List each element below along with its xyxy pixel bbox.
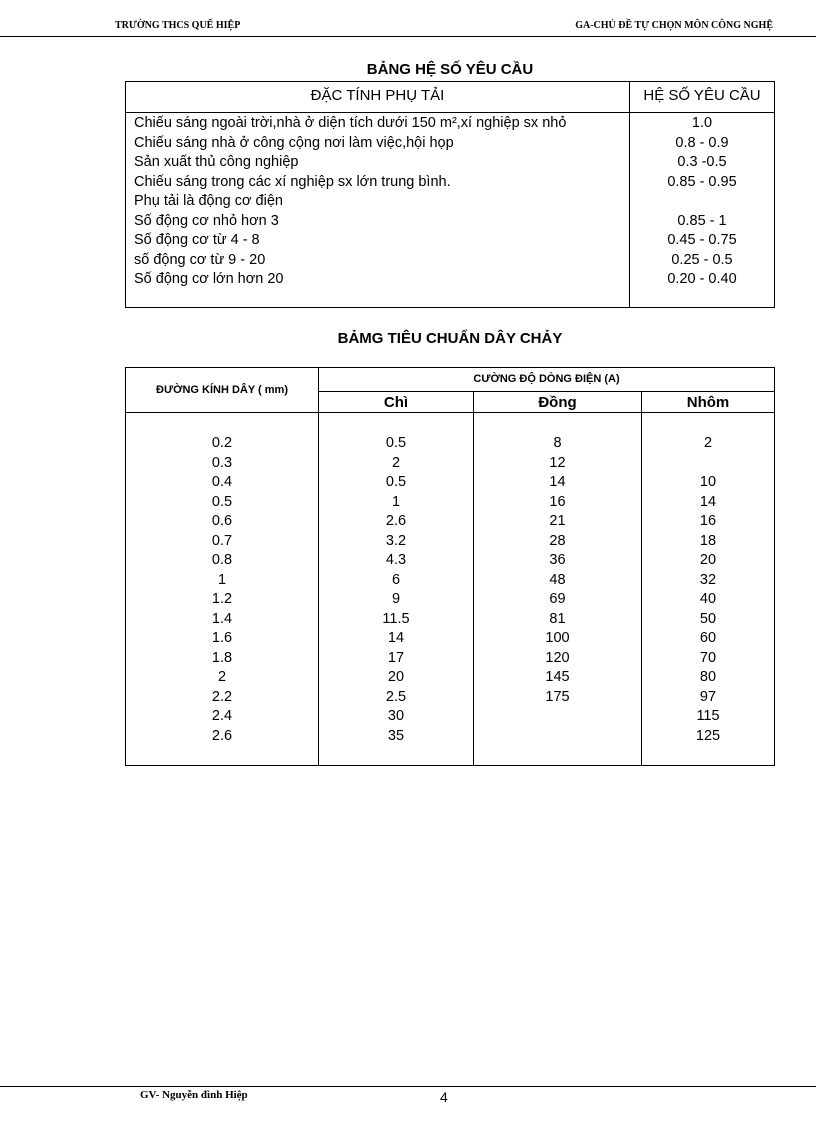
chi-cell: 2.5 [385, 688, 407, 705]
table1-header-divider [126, 112, 774, 113]
table2-subheader-chi: Chì [383, 394, 409, 411]
table1-row [126, 153, 774, 173]
diameter-cell: 0.3 [211, 454, 233, 471]
chi-cell: 14 [387, 630, 405, 646]
chi-cell: 2 [391, 454, 401, 471]
demand-factor-value: 0.45 - 0.75 [667, 232, 737, 248]
load-characteristic: Chiếu sáng trong các xí nghiệp sx lớn trung bình. [134, 173, 451, 190]
diameter-cell: 0.8 [211, 552, 233, 568]
dong-cell: 14 [549, 474, 566, 490]
diameter-cell: 2 [217, 669, 227, 685]
table1-row [126, 231, 774, 251]
demand-factor-value: 0.85 - 1 [677, 212, 727, 229]
demand-factor-value: 1.0 [691, 115, 713, 131]
table1-row [126, 114, 774, 134]
table2-column-nhom [642, 434, 774, 746]
table2-header-current: CƯỜNG ĐỘ DÒNG ĐIỆN (A) [473, 373, 620, 385]
table2-subheader-dong: Đồng [538, 394, 577, 411]
diameter-cell: 1 [217, 571, 227, 588]
load-characteristic: Số động cơ từ 4 - 8 [134, 232, 260, 248]
dong-cell: 16 [549, 493, 566, 510]
nhom-cell: 97 [699, 688, 717, 705]
table1-row [126, 270, 774, 290]
header-divider [0, 36, 816, 37]
nhom-cell: 60 [699, 630, 717, 646]
nhom-cell: 10 [699, 474, 717, 490]
chi-cell: 0.5 [385, 435, 407, 451]
table1-row [126, 173, 774, 193]
table1-row [126, 192, 774, 212]
chi-cell: 6 [391, 571, 401, 588]
footer-divider [0, 1086, 816, 1087]
diameter-cell: 0.4 [211, 474, 233, 490]
load-characteristic: Phụ tải là động cơ điện [134, 193, 283, 209]
chi-cell: 20 [387, 669, 405, 685]
nhom-cell: 2 [703, 435, 713, 451]
table2-header-divider [126, 412, 774, 413]
table2-column-chi [319, 434, 473, 746]
nhom-cell: 50 [699, 610, 717, 627]
diameter-cell: 1.8 [211, 649, 233, 666]
table2-column-diameter [126, 434, 318, 746]
table1-row [126, 134, 774, 154]
chi-cell: 2.6 [385, 513, 407, 529]
diameter-cell: 2.6 [211, 727, 233, 744]
dong-cell: 48 [549, 571, 566, 588]
page-number: 4 [440, 1089, 448, 1105]
footer-teacher: GV- Nguyễn đình Hiệp [140, 1089, 248, 1101]
table1-body [126, 114, 774, 290]
chi-cell: 3.2 [385, 532, 407, 549]
table1-row [126, 212, 774, 232]
diameter-cell: 1.2 [211, 591, 233, 607]
table2-subheader-divider [318, 391, 774, 392]
demand-factor-value: 0.25 - 0.5 [671, 251, 733, 268]
table2-column-dong [474, 434, 641, 746]
chi-cell: 4.3 [385, 552, 407, 568]
table2-header-diameter: ĐƯỜNG KÍNH DÂY ( mm) [156, 384, 288, 396]
nhom-cell: 70 [699, 649, 717, 666]
dong-cell: 175 [545, 688, 570, 705]
nhom-cell: 14 [699, 493, 717, 510]
load-characteristic: Số động cơ nhỏ hơn 3 [134, 212, 279, 229]
dong-cell [474, 707, 641, 727]
table2-title: BẢMG TIÊU CHUẨN DÂY CHẢY [337, 330, 563, 347]
dong-cell: 36 [549, 552, 566, 568]
load-characteristic: số động cơ từ 9 - 20 [134, 251, 266, 268]
diameter-cell: 1.4 [211, 610, 233, 627]
nhom-cell: 32 [699, 571, 717, 588]
nhom-cell: 115 [696, 708, 720, 724]
dong-cell: 81 [549, 610, 566, 627]
chi-cell: 35 [387, 727, 405, 744]
load-characteristic: Sản xuất thủ công nghiệp [134, 154, 299, 170]
dong-cell: 120 [545, 649, 570, 666]
table1-row [126, 251, 774, 271]
dong-cell: 100 [545, 630, 570, 646]
chi-cell: 17 [387, 649, 405, 666]
nhom-cell: 80 [699, 669, 717, 685]
demand-factor-table [125, 81, 775, 308]
table1-header-factor: HỆ SỐ YÊU CẦU [643, 87, 761, 104]
diameter-cell: 0.5 [211, 493, 233, 510]
chi-cell: 9 [391, 591, 401, 607]
dong-cell: 28 [549, 532, 566, 549]
chi-cell: 1 [391, 493, 401, 510]
diameter-cell: 2.4 [211, 708, 233, 724]
load-characteristic: Chiếu sáng ngoài trời,nhà ở diện tích dưới 150 m²,xí nghiệp sx nhỏ [134, 115, 567, 131]
table2-subheader-nhom: Nhôm [686, 394, 730, 411]
demand-factor-value: 0.8 - 0.9 [675, 134, 729, 151]
nhom-cell: 16 [699, 513, 717, 529]
nhom-cell: 125 [695, 727, 721, 744]
dong-cell: 21 [549, 513, 566, 529]
nhom-cell: 20 [699, 552, 717, 568]
diameter-cell: 2.2 [211, 688, 233, 705]
dong-cell: 69 [549, 591, 566, 607]
table1-title: BẢNG HỆ SỐ YÊU CẦU [366, 61, 534, 78]
nhom-cell: 18 [699, 532, 717, 549]
fuse-wire-table [125, 367, 775, 766]
diameter-cell: 0.6 [211, 513, 233, 529]
chi-cell: 0.5 [385, 474, 407, 490]
chi-cell: 30 [387, 708, 405, 724]
demand-factor-value: 0.3 -0.5 [677, 154, 727, 170]
nhom-cell [642, 454, 774, 474]
load-characteristic: Số động cơ lớn hơn 20 [134, 271, 284, 287]
header-subject: GA-CHỦ ĐỀ TỰ CHỌN MÔN CÔNG NGHỆ [575, 20, 773, 31]
diameter-cell: 0.2 [211, 435, 233, 451]
nhom-cell: 40 [699, 591, 717, 607]
dong-cell: 8 [553, 435, 562, 451]
load-characteristic: Chiếu sáng nhà ở công cộng nơi làm việc,hội họp [134, 134, 454, 151]
chi-cell: 11.5 [382, 610, 410, 627]
demand-factor-value: 0.85 - 0.95 [667, 173, 737, 190]
table1-header-load: ĐẶC TÍNH PHỤ TẢI [310, 87, 445, 104]
diameter-cell: 0.7 [211, 532, 233, 549]
demand-factor-value: 0.20 - 0.40 [667, 271, 737, 287]
dong-cell [474, 727, 641, 747]
dong-cell: 145 [545, 669, 570, 685]
dong-cell: 12 [549, 454, 566, 471]
header-school: TRƯỜNG THCS QUẾ HIỆP [115, 20, 241, 31]
diameter-cell: 1.6 [211, 630, 233, 646]
